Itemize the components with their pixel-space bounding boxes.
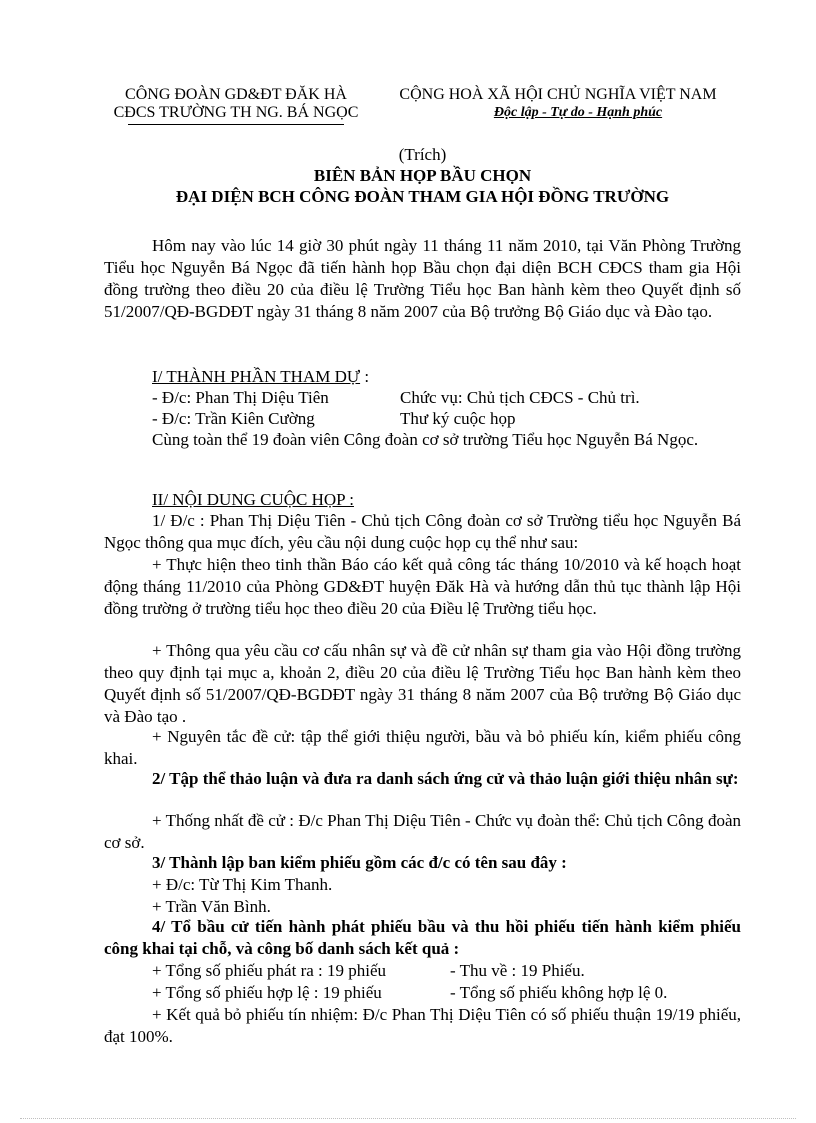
nomination: + Thống nhất đề cử : Đ/c Phan Thị Diệu Tiên - Chức vụ đoàn thể: Chủ tịch Công đoàn cơ sở.	[104, 811, 741, 852]
section-2-heading: II/ NỘI DUNG CUỘC HỌP :	[152, 490, 354, 509]
ballots-issued: + Tổng số phiếu phát ra : 19 phiếu	[152, 961, 387, 980]
ballots-valid: + Tổng số phiếu hợp lệ : 19 phiếu	[152, 983, 382, 1002]
school-union-name: CĐCS TRƯỜNG TH NG. BÁ NGỌC	[113, 104, 359, 121]
document-subtitle: ĐẠI DIỆN BCH CÔNG ĐOÀN THAM GIA HỘI ĐỒNG TRƯỜNG	[175, 187, 670, 206]
national-title: CỘNG HOÀ XÃ HỘI CHỦ NGHĨA VIỆT NAM	[399, 86, 717, 103]
voting-heading: 4/ Tổ bầu cử tiến hành phát phiếu bầu và thu hồi phiếu tiến hành kiểm phiếu công khai tại chỗ, và công bố danh sách kết quả :	[104, 917, 741, 958]
national-motto: Độc lập - Tự do - Hạnh phúc	[493, 105, 663, 120]
ballots-returned: - Thu về : 19 Phiếu.	[450, 961, 585, 980]
agenda-item-3: + Nguyên tắc đề cử: tập thể giới thiệu người, bầu và bỏ phiếu kín, kiểm phiếu công khai.	[104, 727, 741, 768]
agenda-item-1: + Thực hiện theo tinh thần Báo cáo kết quả công tác tháng 10/2010 và kế hoạch hoạt động tháng 11/2010 của Phòng GD&ĐT huyện Đăk Hà và hướng dẫn thủ tục thành lập Hội đồng trường ở trường tiểu học theo điều 20 của Điều lệ Trường tiểu học.	[104, 555, 741, 618]
attendance-note: Cùng toàn thể 19 đoàn viên Công đoàn cơ sở trường Tiểu học Nguyễn Bá Ngọc.	[152, 430, 699, 449]
counting-member-2: + Trần Văn Bình.	[152, 897, 271, 916]
document-title: BIÊN BẢN HỌP BẦU CHỌN	[313, 166, 532, 185]
ballots-invalid: - Tổng số phiếu không hợp lệ 0.	[450, 983, 668, 1002]
attendee-2-name: - Đ/c: Trần Kiên Cường	[152, 409, 315, 428]
extract-note: (Trích)	[398, 145, 447, 164]
vote-result: + Kết quả bỏ phiếu tín nhiệm: Đ/c Phan Thị Diệu Tiên có số phiếu thuận 19/19 phiếu, đạt 100%.	[104, 1005, 741, 1046]
section-1-heading	[152, 366, 369, 388]
page-bottom-divider	[20, 1118, 796, 1119]
header-left-underline	[128, 124, 344, 125]
discussion-heading: 2/ Tập thể thảo luận và đưa ra danh sách ứng cử và thảo luận giới thiệu nhân sự:	[152, 769, 739, 788]
agenda-intro: 1/ Đ/c : Phan Thị Diệu Tiên - Chủ tịch Công đoàn cơ sở Trường tiểu học Nguyễn Bá Ngọc thông qua mục đích, yêu cầu nội dung cuộc họp cụ thể như sau:	[104, 511, 741, 552]
attendee-2-role: Thư ký cuộc họp	[400, 409, 516, 428]
agenda-item-2: + Thông qua yêu cầu cơ cấu nhân sự và đề cử nhân sự tham gia vào Hội đồng trường theo quy định tại mục a, khoản 2, điều 20 của điều lệ Trường Tiểu học Ban hành kèm theo Quyết định số 51/2007/QĐ-BGDĐT ngày 31 tháng 8 năm 2007 của Bộ trưởng Bộ Giáo dục và Đào tạo .	[104, 641, 741, 726]
counting-member-1: + Đ/c: Từ Thị Kim Thanh.	[152, 875, 333, 894]
section-1-heading-text: I/ THÀNH PHẦN THAM DỰ	[152, 367, 361, 386]
counting-board-heading: 3/ Thành lập ban kiểm phiếu gồm các đ/c có tên sau đây :	[152, 853, 567, 872]
attendee-1-name: - Đ/c: Phan Thị Diệu Tiên	[152, 388, 329, 407]
union-name: CÔNG ĐOÀN GD&ĐT ĐĂK HÀ	[125, 86, 347, 103]
intro-paragraph: Hôm nay vào lúc 14 giờ 30 phút ngày 11 tháng 11 năm 2010, tại Văn Phòng Trường Tiểu học Nguyễn Bá Ngọc đã tiến hành họp Bầu chọn đại diện BCH CĐCS tham gia Hội đồng trường theo điều 20 của điều lệ Trường Tiểu học Ban hành kèm theo Quyết định số 51/2007/QĐ-BGDĐT ngày 31 tháng 8 năm 2007 của Bộ trưởng Bộ Giáo dục và Đào tạo.	[104, 236, 741, 321]
section-1-heading-colon: :	[360, 367, 370, 386]
attendee-1-role: Chức vụ: Chủ tịch CĐCS - Chủ trì.	[400, 388, 640, 407]
